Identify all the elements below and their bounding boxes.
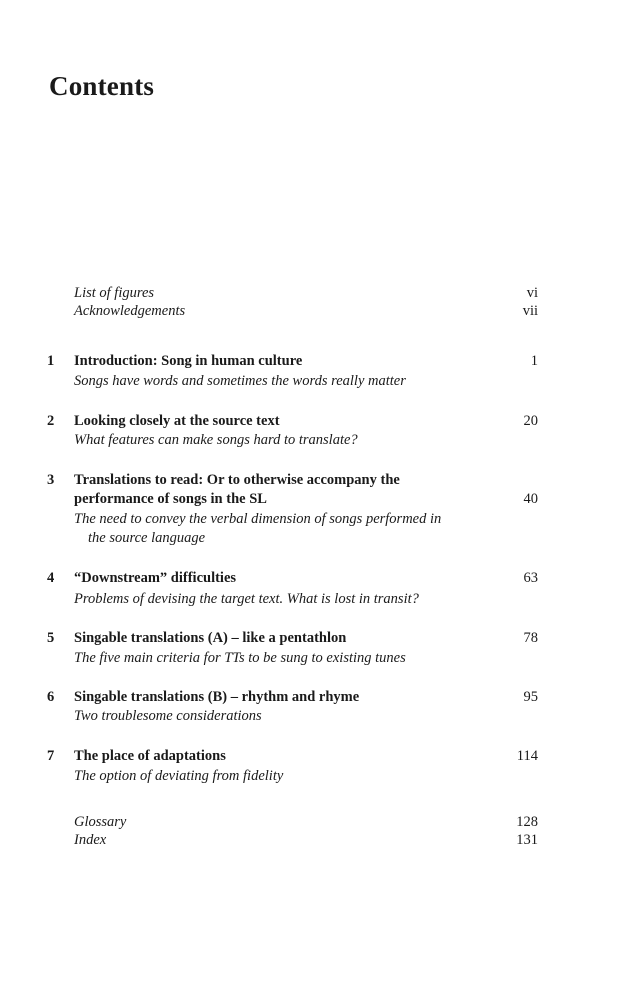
back-matter-page: 128 xyxy=(516,814,538,830)
back-matter-label: Glossary xyxy=(74,814,127,830)
chapter-subtitle: Problems of devising the target text. What is lost in transit? xyxy=(74,591,419,607)
page-title: Contents xyxy=(49,71,155,101)
chapter-number: 6 xyxy=(47,689,55,705)
chapter-title: The place of adaptations xyxy=(74,748,226,764)
chapter-title: Introduction: Song in human culture xyxy=(74,353,303,369)
chapter-title: performance of songs in the SL xyxy=(74,491,267,507)
chapter-subtitle: Two troublesome considerations xyxy=(74,708,262,724)
chapter-subtitle: The need to convey the verbal dimension of songs performed in xyxy=(74,511,442,527)
chapter-title: “Downstream” difficulties xyxy=(74,570,237,586)
chapter-page: 114 xyxy=(516,748,538,764)
chapter-subtitle: What features can make songs hard to translate? xyxy=(74,432,358,448)
chapter-number: 4 xyxy=(47,570,55,586)
front-matter-label: List of figures xyxy=(74,285,155,301)
chapter-number: 3 xyxy=(47,472,55,488)
chapter-subtitle: The five main criteria for TTs to be sung to existing tunes xyxy=(74,650,406,666)
chapter-page: 95 xyxy=(523,689,538,705)
chapter-number: 5 xyxy=(47,630,55,646)
chapter-number: 1 xyxy=(47,353,55,369)
chapter-subtitle: The option of deviating from fidelity xyxy=(74,768,284,784)
chapter-page: 63 xyxy=(523,570,538,586)
chapter-number: 7 xyxy=(47,748,55,764)
chapter-title: Singable translations (A) – like a pentathlon xyxy=(74,630,347,646)
front-matter-page: vi xyxy=(526,285,538,301)
chapter-page: 78 xyxy=(523,630,538,646)
front-matter-page: vii xyxy=(522,303,538,319)
chapter-page: 40 xyxy=(523,491,538,507)
chapter-title: Looking closely at the source text xyxy=(74,413,280,429)
chapter-title: Translations to read: Or to otherwise accompany the xyxy=(74,472,400,488)
front-matter-label: Acknowledgements xyxy=(74,303,186,319)
chapter-page: 20 xyxy=(523,413,538,429)
chapter-subtitle: the source language xyxy=(88,530,206,546)
chapter-subtitle: Songs have words and sometimes the words really matter xyxy=(74,373,406,389)
chapter-page: 1 xyxy=(530,353,538,369)
chapter-title: Singable translations (B) – rhythm and rhyme xyxy=(74,689,360,705)
back-matter-label: Index xyxy=(74,832,107,848)
back-matter-page: 131 xyxy=(516,832,538,848)
chapter-number: 2 xyxy=(47,413,55,429)
